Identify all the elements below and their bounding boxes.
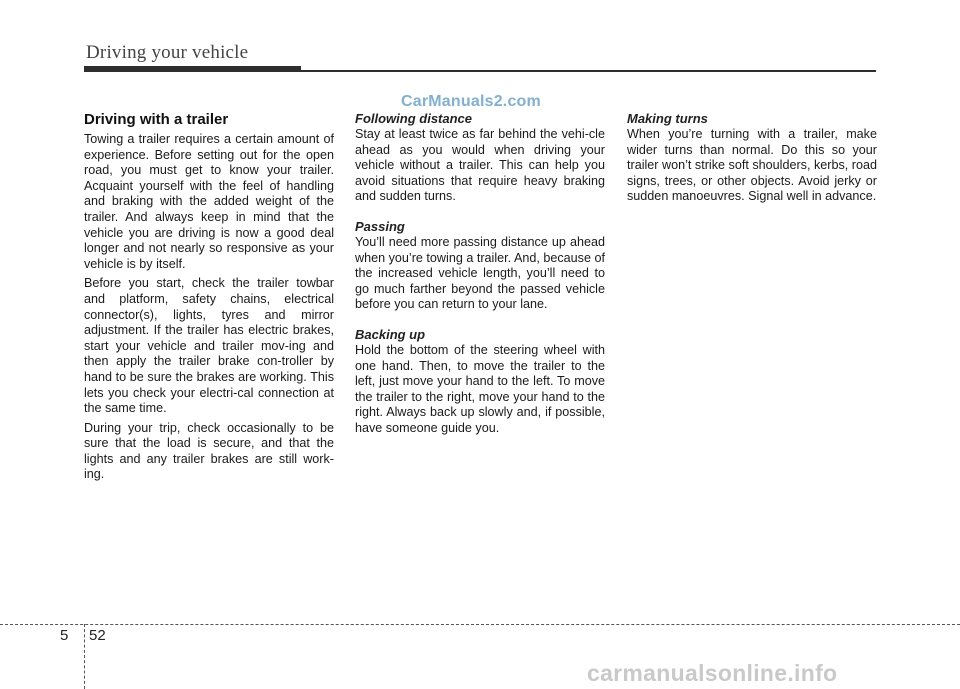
page-number: 52 (89, 627, 106, 644)
paragraph-trailer-intro: Towing a trailer requires a certain amount of experience. Before setting out for the open road, you must get to know your trailer. Acquaint yourself with the feel of handling and braking with the added weight of the trailer. And always keep in mind that the vehicle you are driving is now a good deal longer and not nearly so responsive as your vehicle is by itself. (84, 132, 334, 271)
paragraph-making-turns: When you’re turning with a trailer, make wider turns than normal. Do this so your trailer won’t strike soft shoulders, kerbs, road signs, trees, or other objects. Avoid jerky or sudden manoeuvres. Signal well in advance. (627, 127, 877, 204)
chapter-number: 5 (60, 627, 69, 644)
heading-driving-with-trailer: Driving with a trailer (84, 111, 229, 128)
column-3 (627, 111, 877, 209)
heading-making-turns: Making turns (627, 111, 708, 126)
paragraph-following-distance: Stay at least twice as far behind the vehi-cle ahead as you would when driving your vehicle without a trailer. This can help you avoid situations that require heavy braking and sudden turns. (355, 127, 605, 204)
footer-divider (0, 624, 960, 625)
paragraph-backing-up: Hold the bottom of the steering wheel with one hand. Then, to move the trailer to the left, just move your hand to the left. To move the trailer to the right, move your hand to the right. Always back up slowly and, if possible, have someone guide you. (355, 342, 605, 435)
section-title: Driving your vehicle (86, 42, 249, 63)
column-2 (355, 111, 605, 441)
paragraph-trailer-trip: During your trip, check occasionally to be sure that the load is secure, and that the lights and any trailer brakes are still work-ing. (84, 420, 334, 482)
heading-following-distance: Following distance (355, 111, 473, 126)
paragraph-passing: You’ll need more passing distance up ahead when you’re towing a trailer. And, because of the increased vehicle length, you’ll need to go much farther beyond the passed vehicle before you can return to your lane. (355, 234, 605, 312)
heading-passing: Passing (355, 218, 405, 234)
header-rule-thin (301, 70, 876, 72)
column-1 (84, 110, 334, 487)
heading-backing-up: Backing up (355, 326, 426, 342)
paragraph-trailer-check: Before you start, check the trailer towbar and platform, safety chains, electrical connector(s), lights, tyres and mirror adjustment. If the trailer has electric brakes, start your vehicle and trailer mov-ing and then apply the trailer brake con-troller by hand to be sure the brakes are working. This lets you check your electri-cal connection at the same time. (84, 276, 334, 416)
footer-vertical-divider (84, 624, 85, 689)
header-rule-thick (84, 66, 301, 72)
watermark-bottom[interactable]: carmanualsonline.info (587, 660, 838, 686)
watermark-top[interactable]: CarManuals2.com (401, 93, 541, 110)
